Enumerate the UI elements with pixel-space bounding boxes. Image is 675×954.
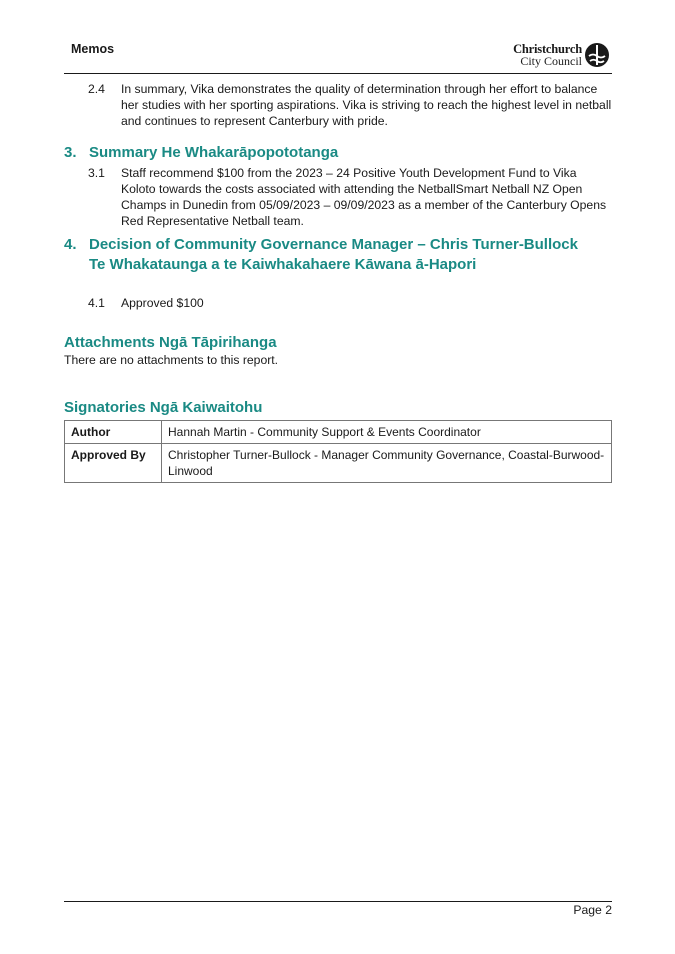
logo-line1: Christchurch — [513, 42, 582, 56]
paragraph-text: In summary, Vika demonstrates the quality of determination through her effort to balance her studies with her sporting aspirations. Vika is striving to reach the highest level in netball and continues to represent Canterbury with pride. — [121, 82, 612, 128]
header-label: Memos — [71, 42, 115, 56]
paragraph-text: Staff recommend $100 from the 2023 – 24 Positive Youth Development Fund to Vika Koloto towards the costs associated with attending the NetballSmart Netball NZ Open Champs in Dunedin from 05/09/2023 – 09/09/2023 as a member of the Canterbury Opens Red Representative Netball team. — [121, 166, 607, 228]
signatory-label: Approved By — [65, 444, 162, 483]
council-logo — [498, 42, 610, 68]
paragraph-number: 2.4 — [88, 82, 105, 96]
signatory-value: Hannah Martin - Community Support & Events Coordinator — [162, 421, 612, 444]
section-title: Summary He Whakarāpopototanga — [89, 144, 339, 161]
footer-rule — [64, 901, 612, 902]
attachments-heading: Attachments Ngā Tāpirihanga — [64, 334, 277, 351]
signatories-table — [64, 420, 612, 483]
logo-line2: City Council — [520, 54, 582, 68]
paragraph-number: 4.1 — [88, 296, 105, 310]
section-4-heading — [64, 235, 578, 275]
header-rule — [64, 73, 612, 74]
table-row — [65, 421, 612, 444]
signatory-label: Author — [65, 421, 162, 444]
page-number: Page 2 — [573, 903, 612, 917]
section-number: 4. — [64, 236, 77, 253]
signatory-value: Christopher Turner-Bullock - Manager Community Governance, Coastal-Burwood-Linwood — [162, 444, 612, 483]
signatories-heading: Signatories Ngā Kaiwaitohu — [64, 399, 263, 416]
paragraph-4-1 — [88, 295, 613, 311]
paragraph-3-1 — [88, 165, 613, 229]
paragraph-number: 3.1 — [88, 166, 105, 180]
section-3-heading — [64, 143, 338, 163]
paragraph-2-4 — [88, 81, 613, 129]
section-number: 3. — [64, 144, 77, 161]
paragraph-text: Approved $100 — [121, 296, 204, 310]
section-title-line2: Te Whakataunga a te Kaiwhakahaere Kāwana ā-Hapori — [89, 256, 477, 273]
table-row — [65, 444, 612, 483]
attachments-text: There are no attachments to this report. — [64, 353, 279, 367]
council-emblem-icon — [584, 42, 610, 68]
section-title-line1: Decision of Community Governance Manager – Chris Turner-Bullock — [89, 236, 578, 253]
